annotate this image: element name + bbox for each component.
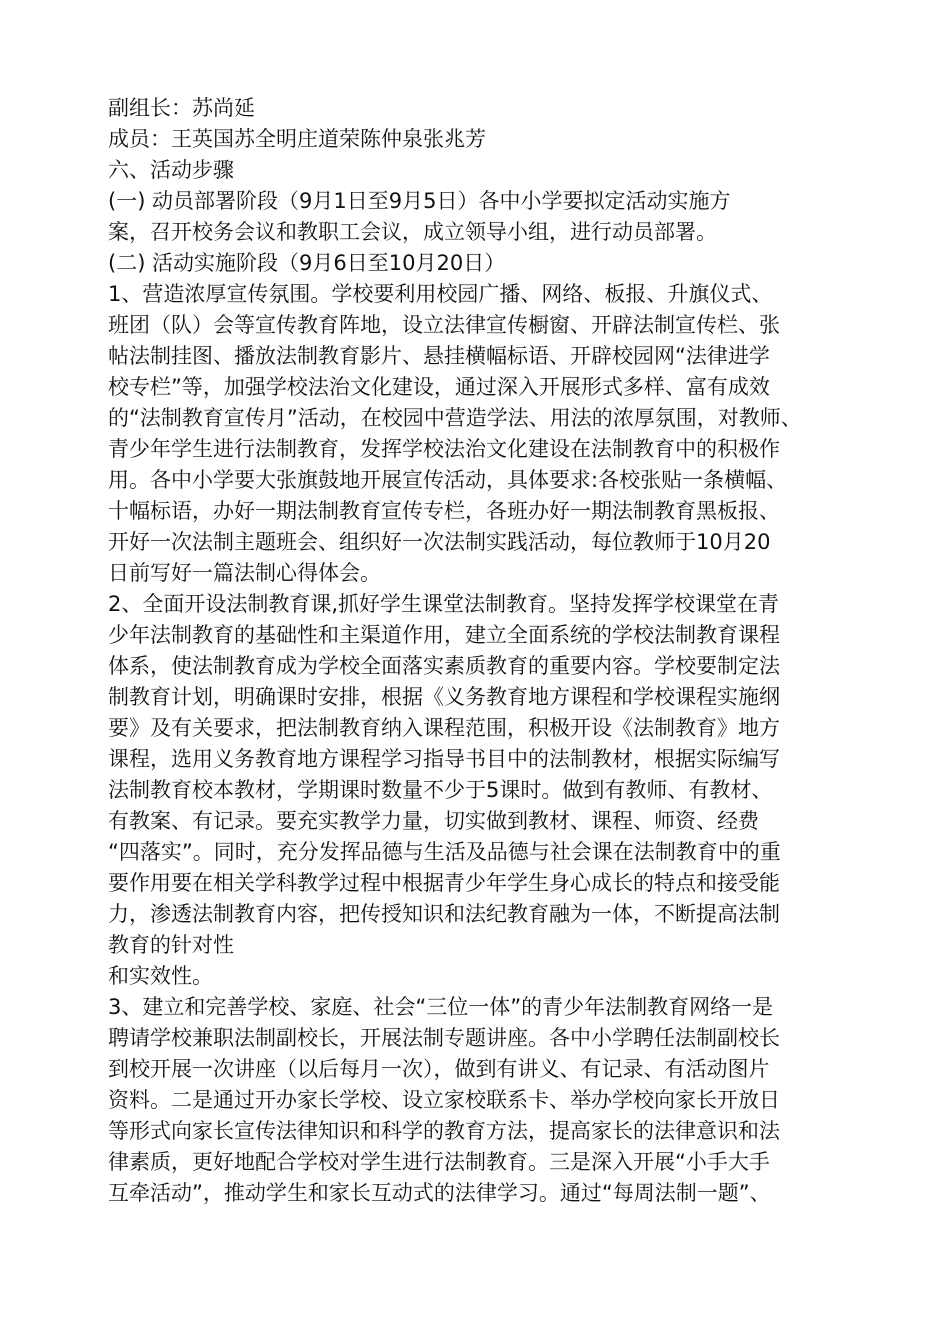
text-line: 等形式向家长宣传法律知识和科学的教育方法，提高家长的法律意识和法 xyxy=(108,1119,780,1143)
text-line: 日前写好一篇法制心得体会。 xyxy=(108,561,381,585)
text-line: 制教育计划，明确课时安排，根据《义务教育地方课程和学校课程实施纲 xyxy=(108,685,780,709)
text-line: 聘请学校兼职法制副校长，开展法制专题讲座。各中小学聘任法制副校长 xyxy=(108,1026,780,1050)
text-line: 体系，使法制教育成为学校全面落实素质教育的重要内容。学校要制定法 xyxy=(108,654,780,678)
text-line: 十幅标语，办好一期法制教育宣传专栏，各班办好一期法制教育黑板报、 xyxy=(108,499,780,523)
text-line: 2、全面开设法制教育课,抓好学生课堂法制教育。坚持发挥学校课堂在青 xyxy=(108,592,780,616)
text-line: 帖法制挂图、播放法制教育影片、悬挂横幅标语、开辟校园网“法律进学 xyxy=(108,344,770,368)
text-line: 的“法制教育宣传月”活动，在校园中营造学法、用法的浓厚氛围，对教师、 xyxy=(108,406,802,430)
text-line: 教育的针对性 xyxy=(108,933,234,957)
text-line: (二) 活动实施阶段（9月6日至10月20日） xyxy=(108,251,506,275)
text-line: 校专栏”等，加强学校法治文化建设，通过深入开展形式多样、富有成效 xyxy=(108,375,770,399)
text-line: 律素质，更好地配合学校对学生进行法制教育。三是深入开展“小手大手 xyxy=(108,1150,770,1174)
text-line: 要》及有关要求，把法制教育纳入课程范围，积极开设《法制教育》地方 xyxy=(108,716,780,740)
text-line: 副组长：苏尚延 xyxy=(108,96,255,120)
text-line: 资料。二是通过开办家长学校、设立家校联系卡、举办学校向家长开放日 xyxy=(108,1088,780,1112)
document-body xyxy=(108,93,868,1209)
text-line: 少年法制教育的基础性和主渠道作用，建立全面系统的学校法制教育课程 xyxy=(108,623,780,647)
text-line: 和实效性。 xyxy=(108,964,213,988)
section-heading: 六、活动步骤 xyxy=(108,158,234,182)
text-line: (一) 动员部署阶段（9月1日至9月5日）各中小学要拟定活动实施方 xyxy=(108,189,731,213)
text-line: 到校开展一次讲座（以后每月一次），做到有讲义、有记录、有活动图片 xyxy=(108,1057,770,1081)
text-line: 班团（队）会等宣传教育阵地，设立法律宣传橱窗、开辟法制宣传栏、张 xyxy=(108,313,780,337)
text-line: 青少年学生进行法制教育，发挥学校法治文化建设在法制教育中的积极作 xyxy=(108,437,780,461)
text-line: “四落实”。同时，充分发挥品德与生活及品德与社会课在法制教育中的重 xyxy=(108,840,781,864)
text-line: 用。各中小学要大张旗鼓地开展宣传活动，具体要求:各校张贴一条横幅、 xyxy=(108,468,788,492)
text-line: 互牵活动”，推动学生和家长互动式的法律学习。通过“每周法制一题”、 xyxy=(108,1181,771,1205)
text-line: 案，召开校务会议和教职工会议，成立领导小组，进行动员部署。 xyxy=(108,220,717,244)
text-line: 3、建立和完善学校、家庭、社会“三位一体”的青少年法制教育网络一是 xyxy=(108,995,774,1019)
text-line: 成员：王英国苏全明庄道荣陈仲泉张兆芳 xyxy=(108,127,486,151)
text-line: 力，渗透法制教育内容，把传授知识和法纪教育融为一体，不断提高法制 xyxy=(108,902,780,926)
text-line: 1、营造浓厚宣传氛围。学校要利用校园广播、网络、板报、升旗仪式、 xyxy=(108,282,773,306)
text-line: 法制教育校本教材，学期课时数量不少于5课时。做到有教师、有教材、 xyxy=(108,778,773,802)
text-line: 课程，选用义务教育地方课程学习指导书目中的法制教材，根据实际编写 xyxy=(108,747,780,771)
text-line: 开好一次法制主题班会、组织好一次法制实践活动，每位教师于10月20 xyxy=(108,530,771,554)
text-line: 有教案、有记录。要充实教学力量，切实做到教材、课程、师资、经费 xyxy=(108,809,759,833)
text-line: 要作用要在相关学科教学过程中根据青少年学生身心成长的特点和接受能 xyxy=(108,871,780,895)
